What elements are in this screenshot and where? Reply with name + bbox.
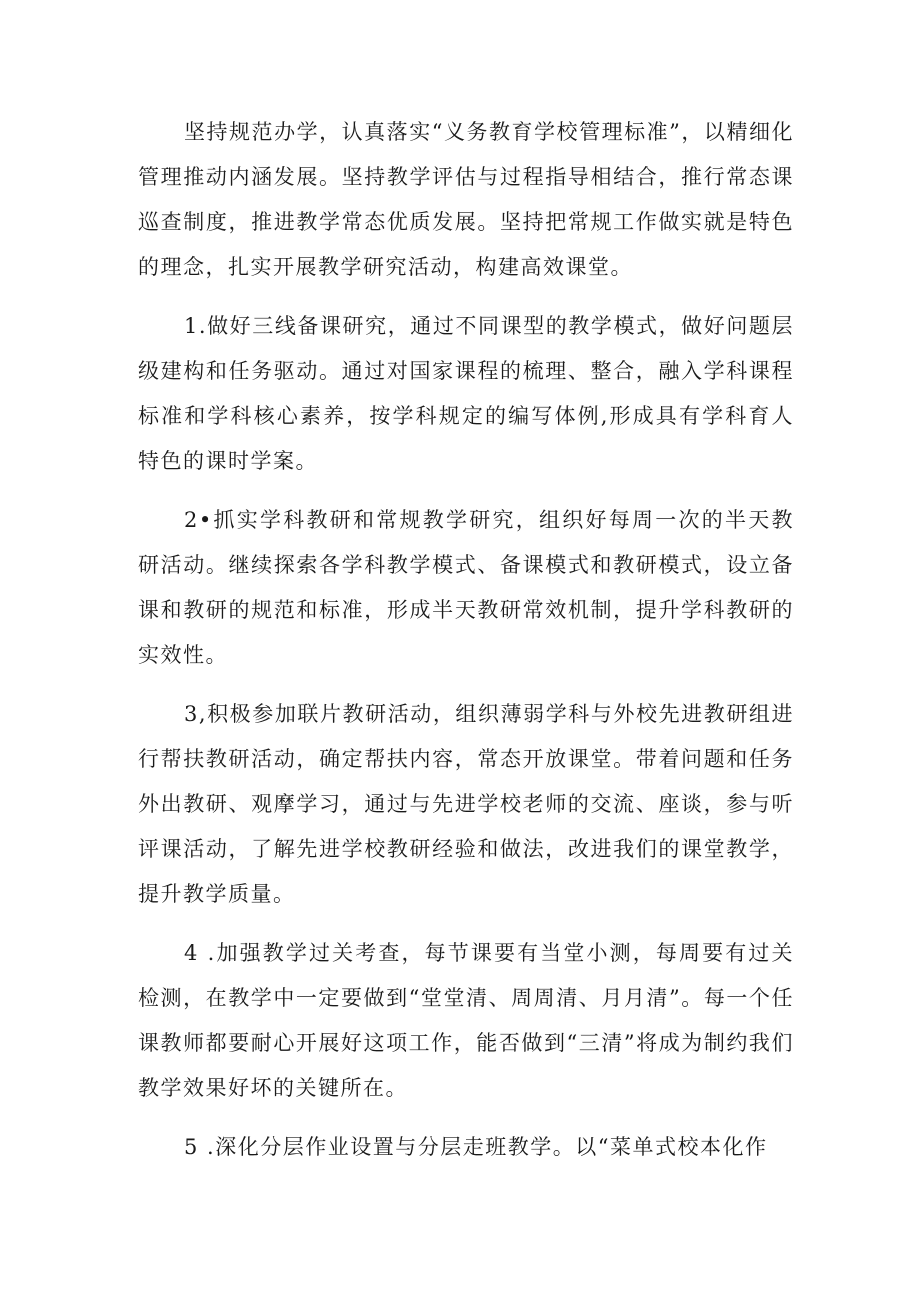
paragraph-item-3: 3,积极参加联片教研活动，组织薄弱学科与外校先进教研组进行帮扶教研活动，确定帮扶内容，常态开放课堂。带着问题和任务外出教研、观摩学习，通过与先进学校老师的交流、座谈，参与听评课活动，了解先进学校教研经验和做法，改进我们的课堂教学，提升教学质量。: [138, 702, 794, 906]
paragraph-item-1: 1.做好三线备课研究，通过不同课型的教学模式，做好问题层级建构和任务驱动。通过对国家课程的梳理、整合，融入学科课程标准和学科核心素养，按学科规定的编写体例,形成具有学科育人特色的课时学案。: [138, 314, 794, 473]
document-body: [138, 110, 794, 1184]
paragraph-item-4: 4 .加强教学过关考查，每节课要有当堂小测，每周要有过关检测，在教学中一定要做到“堂堂清、周周清、月月清”。每一个任课教师都要耐心开展好这项工作，能否做到“三清”将成为制约我们教学效果好坏的关键所在。: [138, 941, 794, 1100]
paragraph-item-5: 5 .深化分层作业设置与分层走班教学。以“菜单式校本化作: [184, 1135, 768, 1159]
paragraph-intro: 坚持规范办学，认真落实“义务教育学校管理标准”，以精细化管理推动内涵发展。坚持教学评估与过程指导相结合，推行常态课巡查制度，推进教学常态优质发展。坚持把常规工作做实就是特色的理念，扎实开展教学研究活动，构建高效课堂。: [138, 120, 794, 279]
paragraph-item-2: 2•抓实学科教研和常规教学研究，组织好每周一次的半天教研活动。继续探索各学科教学模式、备课模式和教研模式，设立备课和教研的规范和标准，形成半天教研常效机制，提升学科教研的实效性。: [138, 508, 794, 667]
